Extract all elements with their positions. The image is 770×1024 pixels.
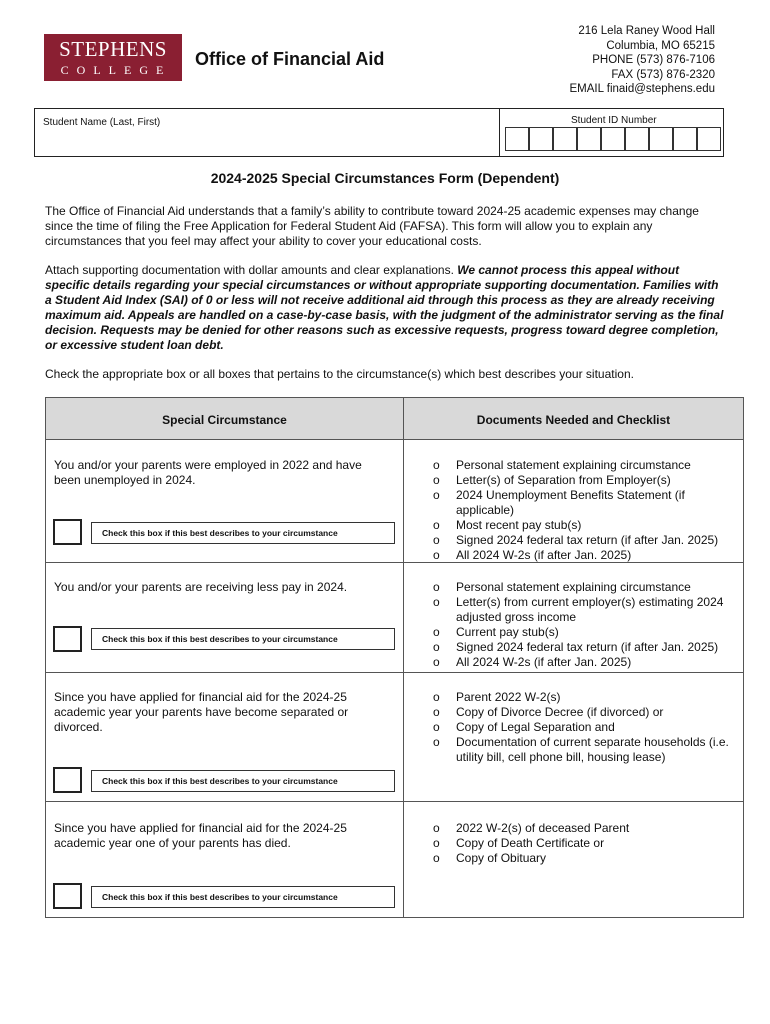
office-address	[569, 24, 715, 97]
logo-line1: STEPHENS	[59, 37, 167, 61]
list-item: o Signed 2024 federal tax return (if after Jan. 2025)	[433, 533, 738, 548]
column-header-circumstance: Special Circumstance	[162, 413, 287, 427]
documents-list-unemployed	[433, 458, 738, 563]
list-item: o All 2024 W-2s (if after Jan. 2025)	[433, 548, 738, 563]
list-item: o Parent 2022 W-2(s)	[433, 690, 738, 705]
attach-paragraph	[45, 263, 725, 353]
address-email[interactable]: EMAIL finaid@stephens.edu	[569, 83, 715, 95]
checkbox-less-pay[interactable]	[53, 626, 82, 652]
student-id-digit-box[interactable]	[625, 127, 649, 151]
list-item: o Letter(s) from current employer(s) estimating 2024 adjusted gross income	[433, 595, 738, 625]
attach-plain-text: Attach supporting documentation with dollar amounts and clear explanations.	[45, 263, 458, 277]
checkbox-label: Check this box if this best describes to your circumstance	[91, 522, 395, 544]
stephens-college-logo	[44, 34, 182, 81]
list-item: o Current pay stub(s)	[433, 625, 738, 640]
student-id-label: Student ID Number	[571, 115, 657, 126]
checkbox-label: Check this box if this best describes to your circumstance	[91, 886, 395, 908]
student-id-digit-box[interactable]	[577, 127, 601, 151]
list-item: o Personal statement explaining circumstance	[433, 458, 738, 473]
list-item: o Copy of Obituary	[433, 851, 738, 866]
row-divider	[46, 672, 743, 673]
list-item: o Most recent pay stub(s)	[433, 518, 738, 533]
student-id-digit-box[interactable]	[697, 127, 721, 151]
student-id-digit-box[interactable]	[673, 127, 697, 151]
documents-list-less-pay	[433, 580, 738, 670]
documents-list-parent-died	[433, 821, 738, 866]
student-id-digit-box[interactable]	[601, 127, 625, 151]
student-id-digit-box[interactable]	[553, 127, 577, 151]
circumstance-parent-died: Since you have applied for financial aid for the 2024-25 academic year one of your parents has died.	[54, 821, 347, 850]
row-divider	[46, 801, 743, 802]
address-city: Columbia, MO 65215	[606, 39, 715, 52]
student-info-box	[34, 108, 724, 157]
list-item: o Copy of Legal Separation and	[433, 720, 738, 735]
documents-list-separated	[433, 690, 738, 765]
student-id-digit-box[interactable]	[529, 127, 553, 151]
column-divider	[403, 398, 404, 917]
office-title: Office of Financial Aid	[195, 49, 385, 69]
intro-paragraph: The Office of Financial Aid understands that a family’s ability to contribute toward 2024-25 academic expenses may change since the time of filing the Free Application for Federal Student Aid (FAFSA). This form will allow you to explain any circumstances that you feel may affect your ability to cover your educational costs.	[45, 204, 699, 248]
checkbox-label: Check this box if this best describes to your circumstance	[91, 628, 395, 650]
list-item: o Signed 2024 federal tax return (if after Jan. 2025)	[433, 640, 738, 655]
address-street: 216 Lela Raney Wood Hall	[578, 25, 715, 37]
list-item: o Copy of Divorce Decree (if divorced) or	[433, 705, 738, 720]
attach-bold-text: We cannot process this appeal without specific details regarding your special circumstances or without appropriate supporting documentation. Families with a Student Aid Index (SAI) of 0 or less will not receive additional aid through this process as they are already receiving maximum aid. Appeals are handled on a case-by-case basis, with the judgment of the administrator serving as the final decision. Requests may be denied for other reasons such as excessive requests, progress toward degree completion, or excessive student loan debt.	[45, 263, 724, 352]
student-name-label: Student Name (Last, First)	[43, 117, 161, 128]
circumstance-less-pay: You and/or your parents are receiving less pay in 2024.	[54, 580, 348, 594]
table-header	[46, 398, 743, 440]
form-title: 2024-2025 Special Circumstances Form (Dependent)	[210, 170, 560, 186]
student-id-digit-box[interactable]	[649, 127, 673, 151]
circumstance-unemployed: You and/or your parents were employed in 2022 and have been unemployed in 2024.	[54, 458, 362, 487]
address-fax: FAX (573) 876-2320	[611, 68, 715, 81]
circumstances-table	[45, 397, 744, 918]
list-item: o Copy of Death Certificate or	[433, 836, 738, 851]
checkbox-parent-died[interactable]	[53, 883, 82, 909]
student-id-digit-box[interactable]	[505, 127, 529, 151]
instruction-text: Check the appropriate box or all boxes that pertains to the circumstance(s) which best describes your situation.	[45, 367, 634, 381]
checkbox-unemployed[interactable]	[53, 519, 82, 545]
logo-line2: COLLEGE	[60, 63, 172, 77]
list-item: o All 2024 W-2s (if after Jan. 2025)	[433, 655, 738, 670]
checkbox-label: Check this box if this best describes to your circumstance	[91, 770, 395, 792]
circumstance-separated: Since you have applied for financial aid for the 2024-25 academic year your parents have become separated or divorced.	[54, 690, 349, 734]
list-item: o 2024 Unemployment Benefits Statement (if applicable)	[433, 488, 738, 518]
list-item: o Documentation of current separate households (i.e. utility bill, cell phone bill, housing lease)	[433, 735, 738, 765]
student-id-boxes	[505, 127, 721, 151]
list-item: o 2022 W-2(s) of deceased Parent	[433, 821, 738, 836]
list-item: o Personal statement explaining circumstance	[433, 580, 738, 595]
address-phone: PHONE (573) 876-7106	[592, 54, 715, 66]
list-item: o Letter(s) of Separation from Employer(s)	[433, 473, 738, 488]
checkbox-separated[interactable]	[53, 767, 82, 793]
column-header-documents: Documents Needed and Checklist	[476, 413, 671, 427]
student-box-divider	[499, 109, 500, 156]
